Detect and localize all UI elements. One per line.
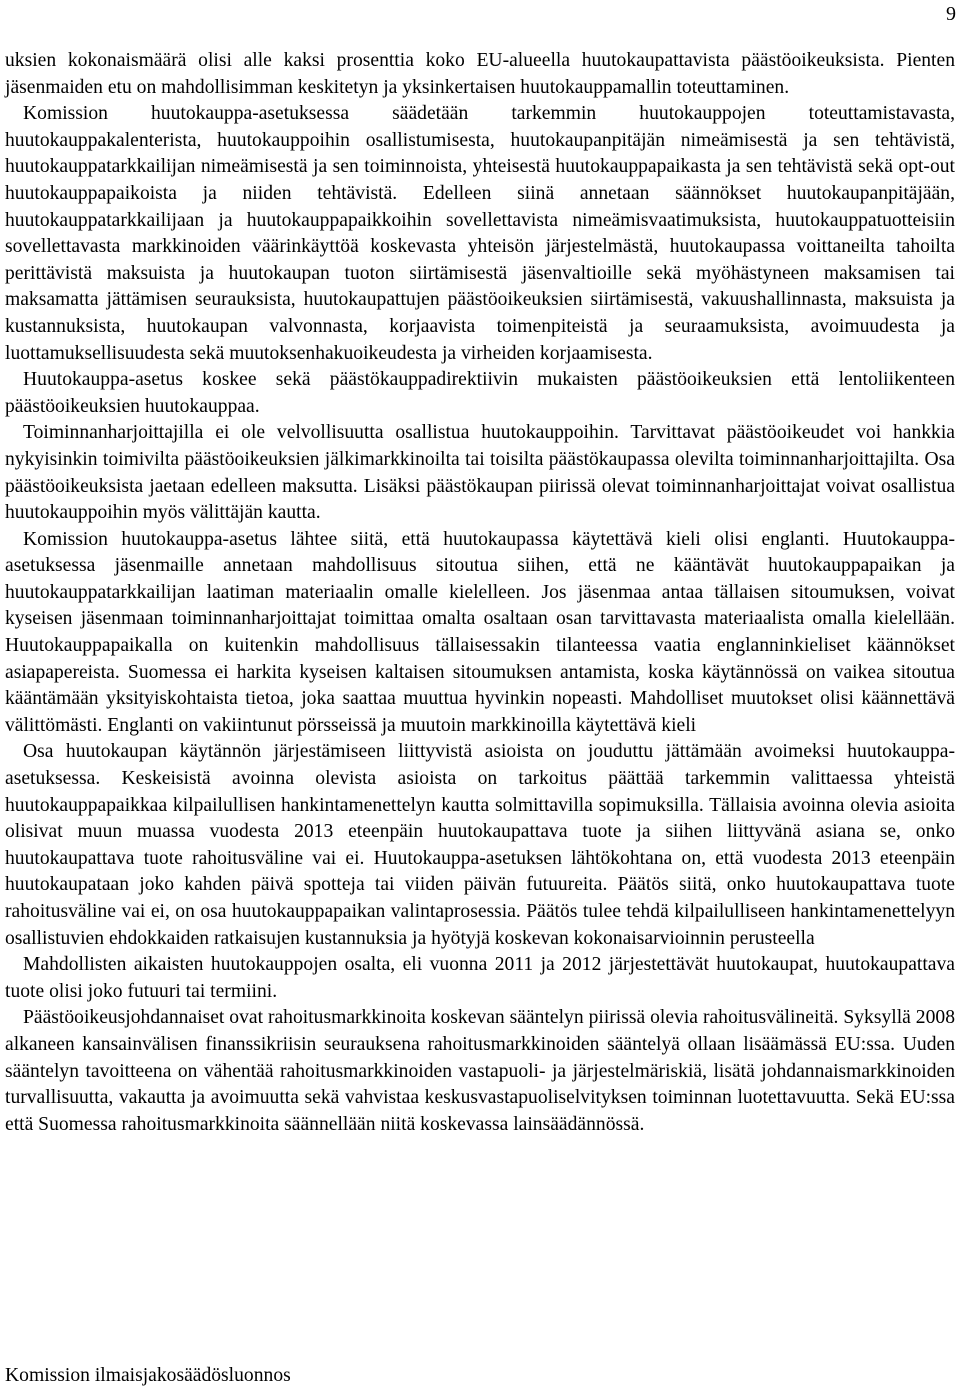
paragraph-open-issues: Osa huutokaupan käytännön järjestämiseen liittyvistä asioista on jouduttu jättämään avoimeksi huutokauppa-asetuksessa. Keskeisistä avoinna olevista asioista on tarkoitus päättää tarkemmin valittaessa yhteistä huutokauppapaikkaa kilpailullisen hankintamenettelyn kautta solmittavilla sopimuksilla. Tällaisia avoinna olevia asioita olisivat muun muassa vuodesta 2013 eteenpäin huutokaupattava tuote ja siihen liittyvänä asiana se, onko huutokaupattava tuote rahoitusväline vai ei. Huutokauppa-asetuksen lähtökohtana on, että vuodesta 2013 eteenpäin huutokaupataan joko kahden päivä spotteja tai viiden päivän futuureita. Päätös siitä, onko huutokaupattava tuote rahoitusväline vai ei, on osa huutokauppapaikan valintaprosessia. Päätös tulee tehdä kilpailulliseen hankintamenettelyyn osallistuvien ehdokkaiden ratkaisujen kustannuksia ja hyötyjä koskevan kokonaisarvioinnin perusteella	[5, 741, 955, 949]
paragraph-operators: Toiminnanharjoittajilla ei ole velvollisuutta osallistua huutokauppoihin. Tarvittavat päästöoikeudet voi hankkia nykyisinkin toimivilta päästöoikeuksien jälkimarkkinoilta tai toisilta päästökaupassa olevilta toiminnanharjoittajilta. Osa päästöoikeuksista jaetaan edelleen maksutta. Lisäksi päästökaupan piirissä olevat toiminnanharjoittajat voivat osallistua huutokauppoihin myös välittäjän kautta.	[5, 422, 955, 524]
page-footer: Komission ilmaisjakosäädösluonnos	[5, 1365, 291, 1386]
paragraph-language: Komission huutokauppa-asetus lähtee siitä, että huutokaupassa käytettävä kieli olisi englanti. Huutokauppa-asetuksessa jäsenmaille annetaan mahdollisuus sitoutua siihen, että ne kääntävät huutokauppapaikan ja huutokauppatarkkailijan laatiman materiaalin omalle kielelleen. Jos jäsenmaa antaa tällaisen sitoumuksen, voivat kyseisen jäsenmaan toiminnanharjoittajat toimittaa omalta osaltaan osan tarvittavasta materiaalista omalla kielellään. Huutokauppapaikalla on kuitenkin mahdollisuus tällaisessakin tilanteessa vaatia englanninkieliset käännökset asiapapereista. Suomessa ei harkita kyseisen kaltaisen sitoumuksen antamista, koska käytännössä on vaikea sitoutua kääntämään yksityiskohtaista tietoa, joka saattaa muuttua hyvinkin nopeasti. Mahdolliset muutokset olisi käännettävä välittömästi. Englanti on vakiintunut pörsseissä ja muutoin markkinoilla käytettävä kieli	[5, 528, 955, 736]
paragraph-derivatives: Päästöoikeusjohdannaiset ovat rahoitusmarkkinoita koskevan sääntelyn piirissä olevia rahoitusvälineitä. Syksyllä 2008 alkaneen kansainvälisen finanssikriisin seurauksena rahoitusmarkkinoiden sääntelyä ollaan lisäämässä EU:ssa. Uuden sääntelyn tavoitteena on vähentää rahoitusmarkkinoiden vastapuoli- ja järjestelmäriskiä, lisätä johdannaismarkkinoiden turvallisuutta, vakautta ja avoimuutta sekä vahvistaa keskusvastapuoliselvityksen toiminnan luotettavuutta. Sekä EU:ssa että Suomessa rahoitusmarkkinoita säännellään niitä koskevassa lainsäädännössä.	[5, 1007, 955, 1135]
paragraph-auction-regulation: Komission huutokauppa-asetuksessa säädetään tarkemmin huutokauppojen toteuttamistavasta, huutokauppakalenterista, huutokauppoihin osallistumisesta, huutokaupanpitäjän nimeämisestä ja sen tehtävistä, huutokauppatarkkailijan nimeämisestä ja sen toiminnoista, yhteisestä huutokauppapaikasta ja sen tehtävistä sekä opt-out huutokauppapaikoista ja niiden tehtävistä. Edelleen siinä annetaan säännökset huutokaupanpitäjään, huutokauppatarkkailijaan ja huutokauppapaikkoihin sovellettavista nimeämisvaatimuksista, huutokauppatuotteisiin sovellettavasta markkinoiden väärinkäyttöä koskevasta yhteisön järjestelmästä, huutokaupassa voittaneilta tahoilta perittävistä maksuista ja huutokaupan tuoton siirtämisestä jäsenvaltioille sekä myöhästyneen maksamisen tai maksamatta jättämisen seurauksista, huutokaupattujen päästöoikeuksien siirtämisestä, vakuushallinnasta, maksuista ja kustannuksista, huutokaupan valvonnasta, korjaavista toimenpiteistä ja seuraamuksista, avoimuudesta ja luottamuksellisuudesta sekä muutoksenhakuoikeudesta ja virheiden korjaamisesta.	[5, 103, 955, 364]
document-body	[5, 48, 955, 1138]
paragraph-scope: Huutokauppa-asetus koskee sekä päästökauppadirektiivin mukaisten päästöoikeuksien että lentoliikenteen päästöoikeuksien huutokauppaa.	[5, 369, 955, 417]
paragraph-continuation: uksien kokonaismäärä olisi alle kaksi prosenttia koko EU-alueella huutokaupattavista päästöoikeuksista. Pienten jäsenmaiden etu on mahdollisimman keskitetyn ja yksinkertaisen huutokauppamallin toteuttaminen.	[5, 50, 955, 98]
paragraph-early-auctions: Mahdollisten aikaisten huutokauppojen osalta, eli vuonna 2011 ja 2012 järjestettävät huutokaupat, huutokaupattava tuote olisi joko futuuri tai termiini.	[5, 954, 955, 1002]
page-number: 9	[946, 3, 956, 25]
